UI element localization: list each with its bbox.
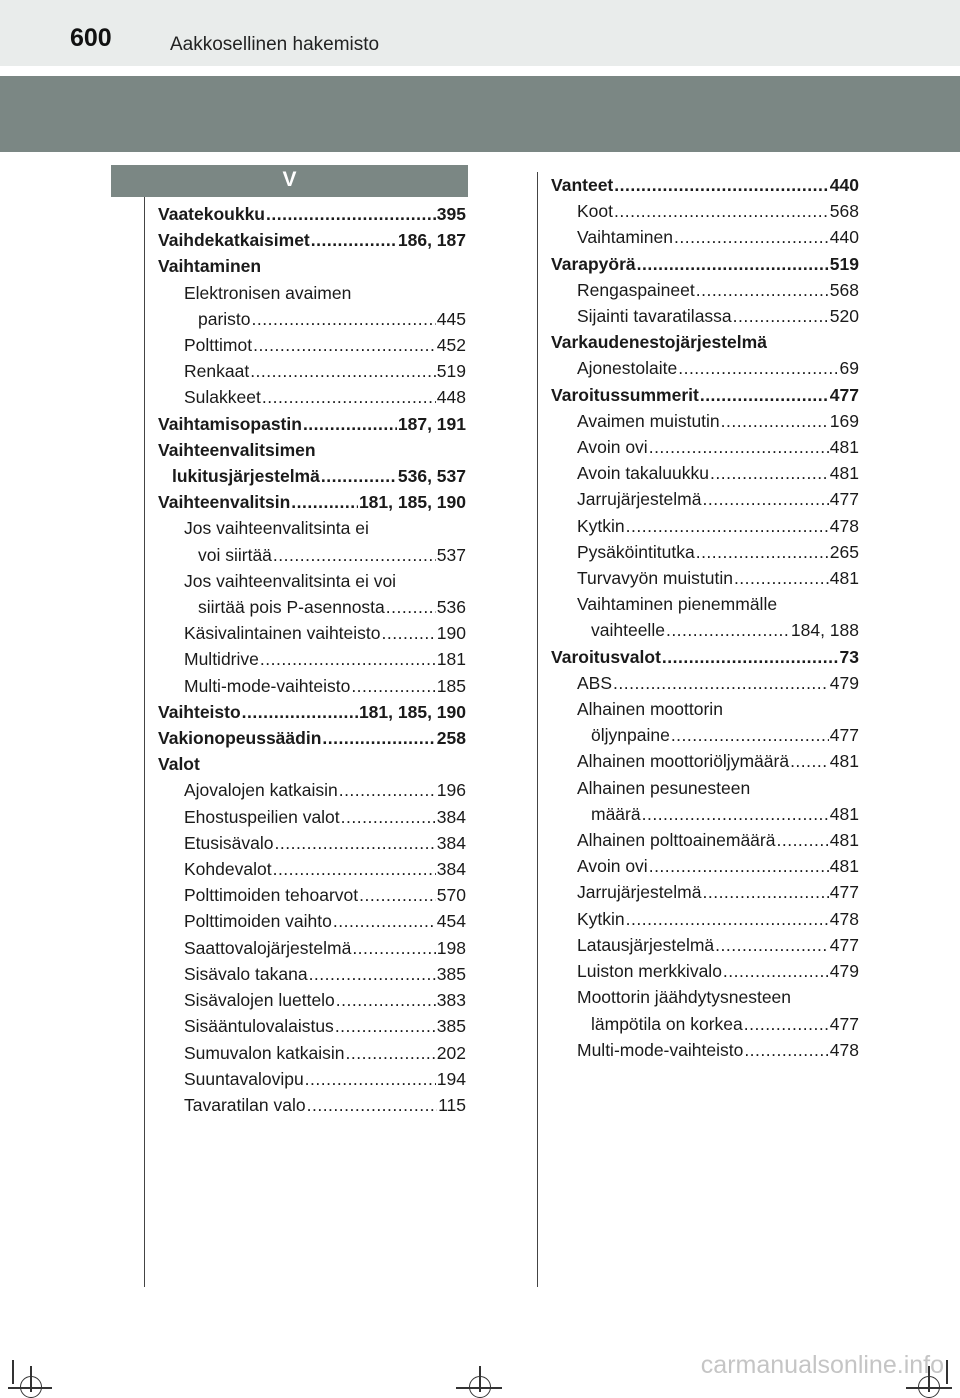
dot-leader <box>666 617 790 643</box>
index-entry <box>551 224 859 250</box>
index-entry <box>158 306 466 332</box>
index-term: Sijainti tavaratilassa <box>577 306 732 327</box>
index-term: Vakionopeussäädin <box>158 728 322 749</box>
dot-leader <box>734 565 829 591</box>
index-entry <box>158 804 466 830</box>
index-entry <box>158 280 466 306</box>
index-term: Kytkin <box>577 515 625 536</box>
index-entry <box>551 1011 859 1037</box>
dot-leader <box>776 827 828 853</box>
page-reference: 478 <box>829 1039 859 1060</box>
page-reference: 519 <box>829 253 859 274</box>
index-term: Luiston merkkivalo <box>577 961 722 982</box>
page-reference: 169 <box>829 410 859 431</box>
index-entry <box>158 332 466 358</box>
index-entry <box>158 646 466 672</box>
index-term: Moottorin jäähdytysnesteen <box>577 987 792 1008</box>
index-term: Multi-mode-vaihteisto <box>184 675 351 696</box>
index-term: Sisävalojen luettelo <box>184 990 335 1011</box>
index-entry <box>158 358 466 384</box>
page-reference: 478 <box>829 908 859 929</box>
page-reference: 440 <box>829 227 859 248</box>
index-entry <box>551 591 859 617</box>
dot-leader <box>339 777 436 803</box>
dot-leader <box>696 539 829 565</box>
index-entry <box>551 329 859 355</box>
index-entry <box>551 748 859 774</box>
section-letter: V <box>111 165 468 197</box>
index-term: Jos vaihteenvalitsinta ei <box>184 518 369 539</box>
index-term: siirtää pois P-asennosta <box>198 597 385 618</box>
index-entry <box>551 565 859 591</box>
dot-leader <box>336 987 436 1013</box>
page-reference: 384 <box>436 832 466 853</box>
page-reference: 519 <box>436 361 466 382</box>
index-entry <box>551 722 859 748</box>
index-entry <box>158 935 466 961</box>
index-term: Sisääntulovalaistus <box>184 1016 334 1037</box>
index-term: Vaihtaminen <box>577 227 673 248</box>
index-entry <box>551 277 859 303</box>
page-reference: 198 <box>436 937 466 958</box>
index-entry <box>551 617 859 643</box>
page-reference: 479 <box>829 672 859 693</box>
page-reference: 477 <box>829 489 859 510</box>
index-entry <box>158 463 466 489</box>
index-term: Sumuvalon katkaisin <box>184 1042 345 1063</box>
index-entry <box>158 542 466 568</box>
index-term: Ehostuspeilien valot <box>184 806 340 827</box>
index-term: ABS <box>577 672 613 693</box>
index-entry <box>158 882 466 908</box>
index-entry <box>551 775 859 801</box>
index-entry <box>158 227 466 253</box>
index-term: Jarrujärjestelmä <box>577 489 702 510</box>
page-reference: 258 <box>436 728 466 749</box>
index-entry <box>158 201 466 227</box>
page-reference: 190 <box>436 623 466 644</box>
page-reference: 186, 187 <box>397 230 466 251</box>
page-reference: 181 <box>436 649 466 670</box>
index-term: Latausjärjestelmä <box>577 934 715 955</box>
index-entry <box>158 384 466 410</box>
page-reference: 477 <box>829 1013 859 1034</box>
dot-leader <box>266 201 436 227</box>
dot-leader <box>715 932 829 958</box>
page-number: 600 <box>70 24 112 52</box>
page-reference: 385 <box>436 963 466 984</box>
page-reference: 187, 191 <box>397 413 466 434</box>
page-reference: 194 <box>436 1068 466 1089</box>
page-reference: 395 <box>436 204 466 224</box>
index-entry <box>158 411 466 437</box>
dot-leader <box>260 646 436 672</box>
page-reference: 185 <box>436 675 466 696</box>
index-entry <box>158 1013 466 1039</box>
index-entry <box>158 961 466 987</box>
page-reference: 181, 185, 190 <box>358 701 466 722</box>
dot-leader <box>275 830 436 856</box>
index-term: Turvavyön muistutin <box>577 568 733 589</box>
page-reference: 477 <box>829 384 859 405</box>
page-reference: 536, 537 <box>397 466 466 487</box>
dot-leader <box>744 1037 828 1063</box>
dot-leader <box>273 542 436 568</box>
dot-leader <box>721 408 829 434</box>
index-term: Alhainen polttoainemäärä <box>577 830 776 851</box>
page-reference: 477 <box>829 934 859 955</box>
index-term: Elektronisen avaimen <box>184 282 352 303</box>
dot-leader <box>790 748 829 774</box>
index-entry <box>158 1066 466 1092</box>
index-entry <box>551 382 859 408</box>
page-reference: 477 <box>829 882 859 903</box>
index-term: lukitusjärjestelmä <box>172 466 320 487</box>
index-term: Vaihtamisopastin <box>158 413 302 434</box>
index-term: Varapyörä <box>551 253 636 274</box>
dot-leader <box>262 384 436 410</box>
page-reference: 384 <box>436 859 466 880</box>
dot-leader <box>305 1066 436 1092</box>
index-entry <box>158 594 466 620</box>
index-entry <box>158 777 466 803</box>
page-reference: 181, 185, 190 <box>358 492 466 513</box>
index-term: Kytkin <box>577 908 625 929</box>
index-entry <box>551 932 859 958</box>
page-reference: 481 <box>829 437 859 458</box>
index-entry <box>551 958 859 984</box>
dot-leader <box>252 306 436 332</box>
page-reference: 481 <box>829 568 859 589</box>
dot-leader <box>311 227 397 253</box>
page-reference: 202 <box>436 1042 466 1063</box>
dot-leader <box>626 513 829 539</box>
page-reference: 520 <box>829 306 859 327</box>
page-reference: 452 <box>436 335 466 356</box>
dot-leader <box>702 486 828 512</box>
index-entry <box>551 644 859 670</box>
page-reference: 481 <box>829 463 859 484</box>
index-term: lämpötila on korkea <box>591 1013 743 1034</box>
dot-leader <box>637 251 829 277</box>
index-entry <box>158 253 466 279</box>
index-term: Vaatekoukku <box>158 204 265 224</box>
left-column-rule <box>144 197 145 1287</box>
index-term: Vaihtaminen <box>158 256 262 277</box>
dot-leader <box>242 699 358 725</box>
index-term: Käsivalintainen vaihteisto <box>184 623 381 644</box>
index-term: Avoin ovi <box>577 437 648 458</box>
index-entry <box>551 853 859 879</box>
index-term: Alhainen moottoriöljymäärä <box>577 751 790 772</box>
dot-leader <box>642 801 829 827</box>
dot-leader <box>273 856 436 882</box>
index-term: Ajonestolaite <box>577 358 678 379</box>
index-term: Pysäköintitutka <box>577 541 695 562</box>
index-entry <box>158 437 466 463</box>
dot-leader <box>662 644 839 670</box>
index-term: Varkaudenestojärjestelmä <box>551 332 767 353</box>
index-entry <box>158 830 466 856</box>
page-reference: 481 <box>829 856 859 877</box>
index-entry <box>551 198 859 224</box>
watermark: carmanualsonline.info <box>700 1351 944 1379</box>
index-entry <box>551 906 859 932</box>
index-term: Polttimoiden tehoarvot <box>184 885 359 906</box>
page-reference: 478 <box>829 515 859 536</box>
page-reference: 448 <box>436 387 466 408</box>
index-term: Alhainen pesunesteen <box>577 777 751 798</box>
page-reference: 69 <box>839 358 859 379</box>
index-entry <box>551 486 859 512</box>
index-entry <box>158 751 466 777</box>
page-reference: 477 <box>829 725 859 746</box>
index-entry <box>551 670 859 696</box>
dot-leader <box>351 673 435 699</box>
dot-leader <box>733 303 829 329</box>
index-entry <box>551 460 859 486</box>
index-entry <box>158 489 466 515</box>
dot-leader <box>702 879 828 905</box>
index-term: Suuntavalovipu <box>184 1068 304 1089</box>
page-reference: 570 <box>436 885 466 906</box>
index-entry <box>158 908 466 934</box>
index-term: Tavaratilan valo <box>184 1094 306 1115</box>
index-term: Renkaat <box>184 361 250 382</box>
index-term: Vaihteisto <box>158 701 241 722</box>
index-entry <box>551 172 859 198</box>
index-term: Varoitusvalot <box>551 646 661 667</box>
index-term: Sisävalo takana <box>184 963 308 984</box>
index-term: Multidrive <box>184 649 259 670</box>
index-term: Etusisävalo <box>184 832 274 853</box>
dot-leader <box>674 224 829 250</box>
index-entry <box>551 827 859 853</box>
dot-leader <box>307 1092 437 1118</box>
index-term: Ajovalojen katkaisin <box>184 780 338 801</box>
index-entry <box>158 620 466 646</box>
index-term: voi siirtää <box>198 544 272 565</box>
dot-leader <box>671 722 829 748</box>
index-entry <box>158 699 466 725</box>
dot-leader <box>321 463 397 489</box>
page-reference: 196 <box>436 780 466 801</box>
index-term: Polttimoiden vaihto <box>184 911 332 932</box>
index-entry <box>158 1092 466 1118</box>
index-term: Avoin takaluukku <box>577 463 709 484</box>
index-term: Vaihteenvalitsin <box>158 492 291 513</box>
index-entry <box>158 568 466 594</box>
index-entry <box>551 984 859 1010</box>
index-term: Avaimen muistutin <box>577 410 720 431</box>
dot-leader <box>386 594 436 620</box>
dot-leader <box>710 460 829 486</box>
index-term: Jarrujärjestelmä <box>577 882 702 903</box>
header-band <box>0 76 960 152</box>
index-term: Sulakkeet <box>184 387 261 408</box>
index-entry <box>551 408 859 434</box>
index-term: Koot <box>577 201 613 222</box>
page-reference: 454 <box>436 911 466 932</box>
dot-leader <box>700 382 829 408</box>
dot-leader <box>253 332 436 358</box>
dot-leader <box>341 804 436 830</box>
index-entry <box>158 987 466 1013</box>
index-term: Vaihteenvalitsimen <box>158 439 316 460</box>
page-reference: 384 <box>436 806 466 827</box>
index-entry <box>551 539 859 565</box>
index-term: paristo <box>198 308 251 329</box>
index-term: vaihteelle <box>591 620 665 641</box>
dot-leader <box>613 670 829 696</box>
page-reference: 383 <box>436 990 466 1011</box>
index-term: Jos vaihteenvalitsinta ei voi <box>184 570 397 591</box>
index-entry <box>551 434 859 460</box>
dot-leader <box>649 434 829 460</box>
page-title: Aakkosellinen hakemisto <box>170 34 380 55</box>
dot-leader <box>614 172 829 198</box>
page-reference: 115 <box>438 1094 466 1115</box>
index-term: Varoitussummerit <box>551 384 699 405</box>
index-term: Vaihdekatkaisimet <box>158 230 310 251</box>
dot-leader <box>626 906 829 932</box>
dot-leader <box>333 908 436 934</box>
index-term: Saattovalojärjestelmä <box>184 937 352 958</box>
dot-leader <box>678 355 838 381</box>
index-term: Rengaspaineet <box>577 279 695 300</box>
index-column-right <box>551 172 859 1063</box>
page-reference: 537 <box>436 544 466 565</box>
dot-leader <box>335 1013 436 1039</box>
page-reference: 479 <box>829 961 859 982</box>
index-term: Kohdevalot <box>184 859 272 880</box>
dot-leader <box>352 935 435 961</box>
page-reference: 184, 188 <box>790 620 859 641</box>
index-term: öljynpaine <box>591 725 670 746</box>
page-reference: 440 <box>829 175 859 195</box>
index-term: Multi-mode-vaihteisto <box>577 1039 744 1060</box>
index-entry <box>158 856 466 882</box>
page-reference: 73 <box>839 646 859 667</box>
dot-leader <box>303 411 397 437</box>
index-entry <box>551 303 859 329</box>
index-term: Vaihtaminen pienemmälle <box>577 594 778 615</box>
page-reference: 568 <box>829 201 859 222</box>
dot-leader <box>614 198 829 224</box>
dot-leader <box>696 277 829 303</box>
index-entry <box>158 725 466 751</box>
dot-leader <box>359 882 436 908</box>
index-term: Polttimot <box>184 335 253 356</box>
index-term: Avoin ovi <box>577 856 648 877</box>
index-term: Alhainen moottorin <box>577 699 723 720</box>
index-entry <box>551 355 859 381</box>
index-entry <box>551 513 859 539</box>
index-term: Vanteet <box>551 175 614 195</box>
page-reference: 568 <box>829 279 859 300</box>
right-column-rule <box>537 172 538 1287</box>
dot-leader <box>309 961 436 987</box>
header-bar <box>0 0 960 66</box>
index-column-left <box>158 201 466 1118</box>
dot-leader <box>322 725 435 751</box>
page-reference: 265 <box>829 541 859 562</box>
index-entry <box>158 673 466 699</box>
dot-leader <box>346 1040 436 1066</box>
dot-leader <box>291 489 358 515</box>
index-entry <box>551 1037 859 1063</box>
page-reference: 481 <box>829 751 859 772</box>
page-reference: 481 <box>829 830 859 851</box>
index-term: määrä <box>591 803 641 824</box>
dot-leader <box>250 358 436 384</box>
page-reference: 536 <box>436 597 466 618</box>
index-entry <box>551 801 859 827</box>
page-reference: 481 <box>829 803 859 824</box>
index-entry <box>551 251 859 277</box>
dot-leader <box>382 620 436 646</box>
index-term: Valot <box>158 754 200 775</box>
page-reference: 445 <box>436 308 466 329</box>
dot-leader <box>649 853 829 879</box>
index-entry <box>551 696 859 722</box>
index-entry <box>551 879 859 905</box>
index-entry <box>158 515 466 541</box>
dot-leader <box>744 1011 829 1037</box>
dot-leader <box>723 958 829 984</box>
index-entry <box>158 1040 466 1066</box>
page-reference: 385 <box>436 1016 466 1037</box>
